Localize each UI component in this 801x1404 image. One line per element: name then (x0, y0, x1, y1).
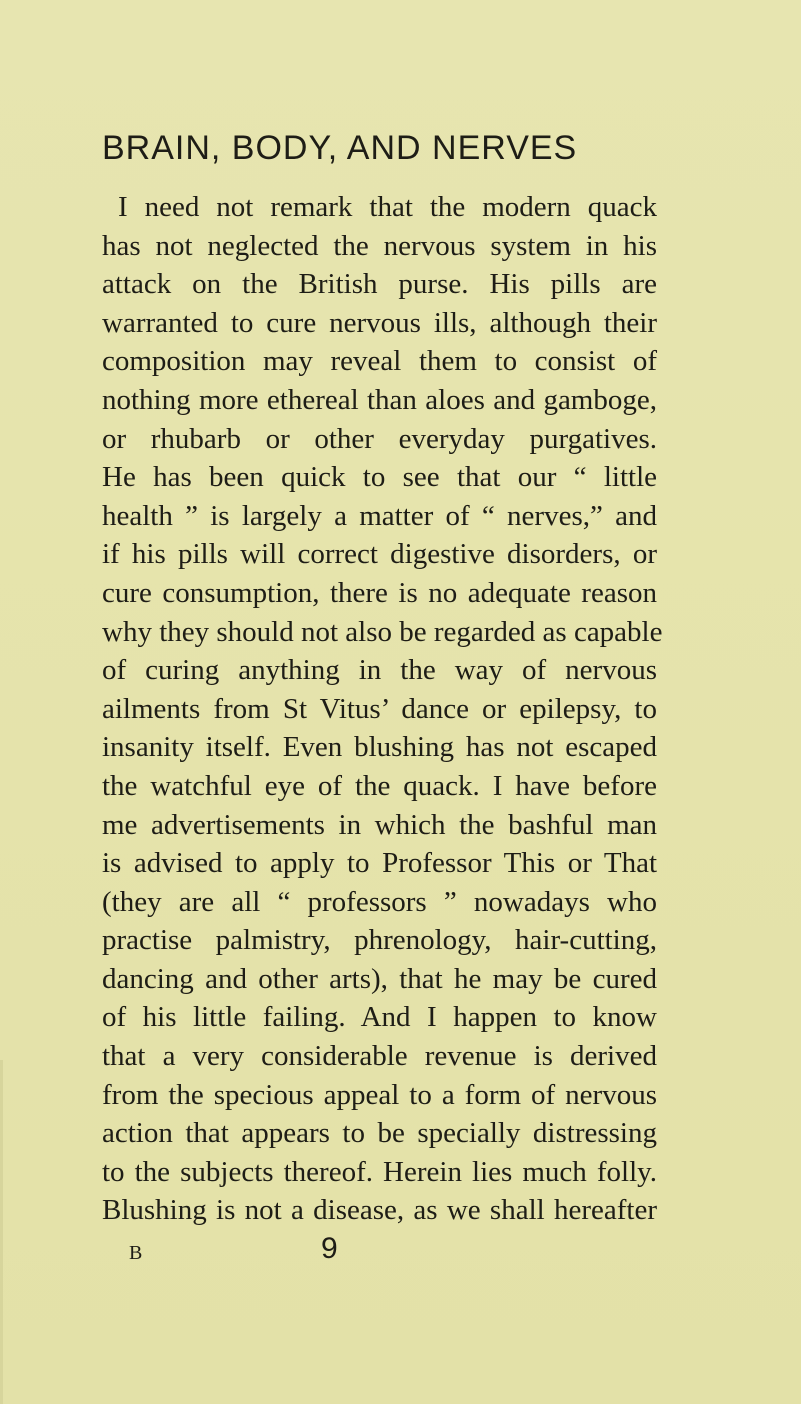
text-line: if his pills will correct digestive disorders, or (102, 538, 657, 571)
text-line: of curing anything in the way of nervous (102, 654, 657, 687)
text-line: that a very considerable revenue is derived (102, 1040, 657, 1073)
signature-mark: B (129, 1242, 143, 1264)
page-edge-shadow (0, 1060, 3, 1404)
text-line: health ” is largely a matter of “ nerves,” and (102, 499, 657, 532)
text-line: me advertisements in which the bashful man (102, 808, 657, 841)
text-line: has not neglected the nervous system in his (102, 229, 657, 262)
text-line: why they should not also be regarded as capable (102, 615, 663, 648)
page-number: 9 (321, 1232, 338, 1265)
text-line: composition may reveal them to consist of (102, 345, 657, 378)
text-line: the watchful eye of the quack. I have before (102, 769, 657, 802)
text-line: He has been quick to see that our “ little (102, 461, 657, 494)
text-line: or rhubarb or other everyday purgatives. (102, 422, 657, 455)
text-line: of his little failing. And I happen to know (102, 1001, 657, 1034)
text-line: action that appears to be specially distressing (102, 1117, 657, 1150)
text-line: attack on the British purse. His pills are (102, 268, 657, 301)
text-line: Blushing is not a disease, as we shall hereafter (102, 1194, 657, 1227)
text-line: cure consumption, there is no adequate reason (102, 576, 657, 609)
text-line: insanity itself. Even blushing has not escaped (102, 731, 657, 764)
text-line: to the subjects thereof. Herein lies much folly. (102, 1155, 657, 1188)
body-text (102, 188, 663, 1230)
text-line: is advised to apply to Professor This or That (102, 847, 657, 880)
text-line: I need not remark that the modern quack (118, 191, 657, 223)
text-line: from the specious appeal to a form of nervous (102, 1078, 657, 1111)
text-line: nothing more ethereal than aloes and gamboge, (102, 383, 657, 416)
running-head: BRAIN, BODY, AND NERVES (102, 129, 578, 167)
text-line: warranted to cure nervous ills, although their (102, 306, 657, 339)
text-line: practise palmistry, phrenology, hair-cutting, (102, 924, 657, 957)
text-line: dancing and other arts), that he may be cured (102, 962, 657, 995)
text-line: ailments from St Vitus’ dance or epilepsy, to (102, 692, 657, 725)
text-line: (they are all “ professors ” nowadays who (102, 885, 657, 918)
